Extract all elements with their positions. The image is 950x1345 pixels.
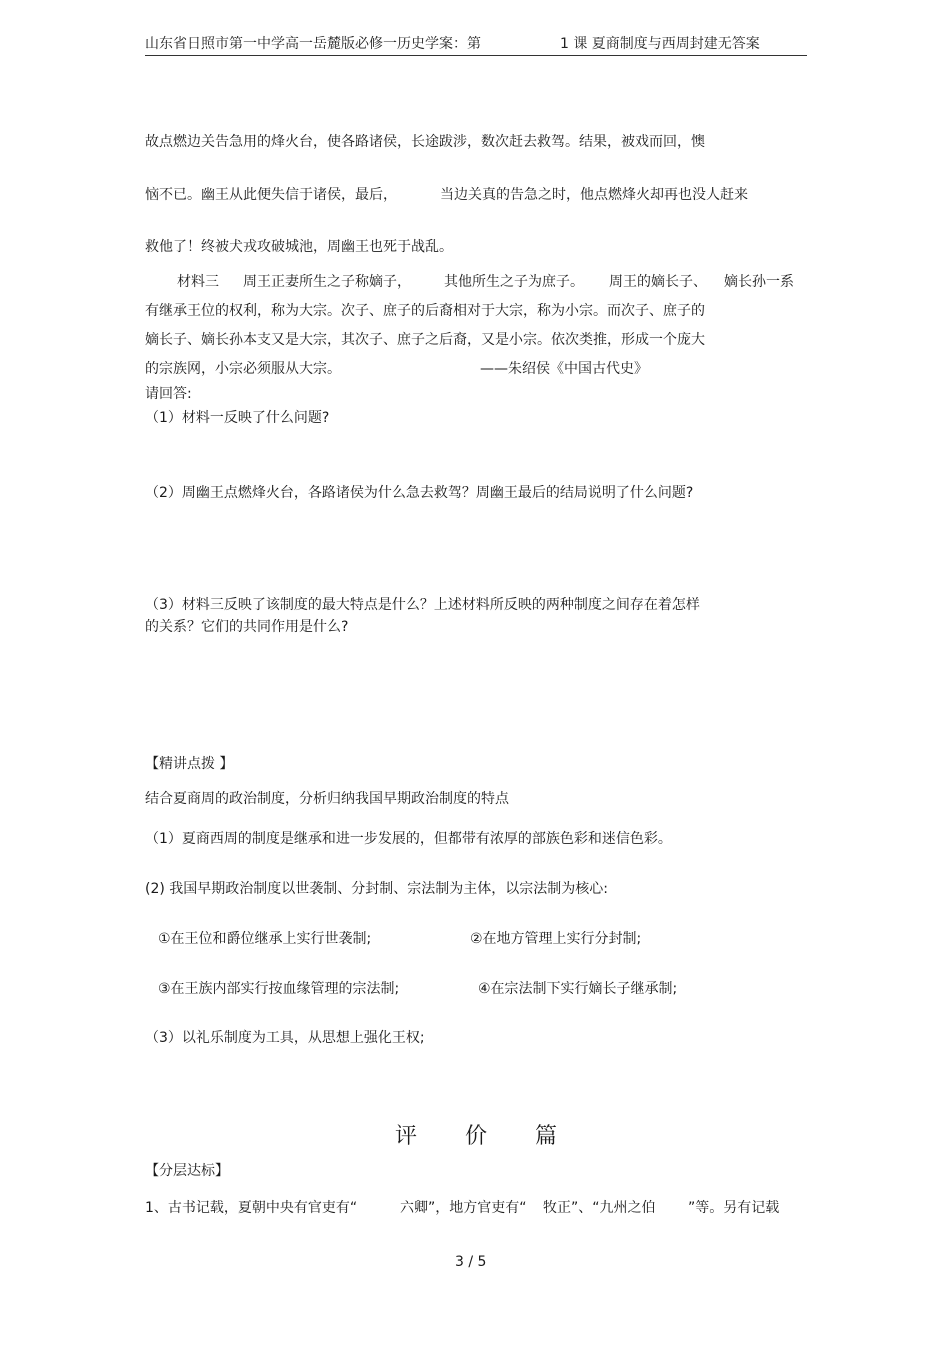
evaluation-q1-part3: 牧正”、“九州之伯 [543, 1200, 656, 1216]
material3-seg3: 周王的嫡长子、 [609, 274, 707, 290]
material3-line-3: 嫡长子、嫡长孙本支又是大宗，其次子、庶子之后裔，又是小宗。依次类推，形成一个庞大 [145, 332, 705, 348]
evaluation-tag: 【分层达标】 [145, 1163, 229, 1179]
questions-prompt: 请回答: [145, 386, 192, 402]
evaluation-q1-part2: 六卿”，地方官吏有“ [400, 1200, 527, 1216]
header-left-text: 山东省日照市第一中学高一岳麓版必修一历史学案：第 [145, 36, 481, 52]
material3-label: 材料三 [177, 274, 219, 290]
section-title-char-2: 价 [465, 1124, 488, 1149]
analysis-item-1: ①在王位和爵位继承上实行世袭制; [158, 931, 372, 947]
question-3-line-1: （3）材料三反映了该制度的最大特点是什么？上述材料所反映的两种制度之间存在着怎样 [145, 597, 700, 613]
header-rule [145, 55, 807, 56]
header-right-text: 1 课 夏商制度与西周封建无答案 [560, 36, 760, 52]
page-number: 3 / 5 [455, 1254, 487, 1270]
question-3-line-2: 的关系？它们的共同作用是什么? [145, 619, 349, 635]
material3-seg1: 周王正妻所生之子称嫡子， [243, 274, 411, 290]
analysis-item-4: ④在宗法制下实行嫡长子继承制; [478, 981, 678, 997]
material3-seg2: 其他所生之子为庶子。 [444, 274, 584, 290]
analysis-item-3: ③在王族内部实行按血缘管理的宗法制; [158, 981, 400, 997]
question-1: （1）材料一反映了什么问题? [145, 410, 330, 426]
story-line-2a: 恼不已。幽王从此便失信于诸侯，最后， [145, 187, 397, 203]
analysis-item-2: ②在地方管理上实行分封制; [470, 931, 642, 947]
analysis-intro: 结合夏商周的政治制度，分析归纳我国早期政治制度的特点 [145, 791, 509, 807]
material3-line-4: 的宗族网，小宗必须服从大宗。 [145, 361, 341, 377]
section-title-char-3: 篇 [535, 1124, 558, 1149]
story-line-3: 救他了！终被犬戎攻破城池，周幽王也死于战乱。 [145, 239, 453, 255]
material3-source: ——朱绍侯《中国古代史》 [480, 361, 648, 377]
question-2: （2）周幽王点燃烽火台，各路诸侯为什么急去救驾？周幽王最后的结局说明了什么问题? [145, 485, 694, 501]
analysis-point-2: (2) 我国早期政治制度以世袭制、分封制、宗法制为主体，以宗法制为核心: [145, 881, 608, 897]
analysis-point-3: （3）以礼乐制度为工具，从思想上强化王权; [145, 1030, 425, 1046]
analysis-tag: 【精讲点拨 】 [145, 756, 234, 772]
section-title [395, 1124, 585, 1150]
evaluation-q1-part4: ”等。另有记载 [688, 1200, 780, 1216]
section-title-char-1: 评 [395, 1124, 418, 1149]
story-line-1: 故点燃边关告急用的烽火台，使各路诸侯，长途跋涉，数次赶去救驾。结果，被戏而回，懊 [145, 134, 705, 150]
analysis-point-1: （1）夏商西周的制度是继承和进一步发展的，但都带有浓厚的部族色彩和迷信色彩。 [145, 831, 672, 847]
evaluation-q1-part1: 1、古书记载，夏朝中央有官吏有“ [145, 1200, 358, 1216]
story-line-2b: 当边关真的告急之时，他点燃烽火却再也没人赶来 [440, 187, 748, 203]
page-header [145, 35, 807, 55]
material3-line-2: 有继承王位的权利，称为大宗。次子、庶子的后裔相对于大宗，称为小宗。而次子、庶子的 [145, 303, 705, 319]
material3-seg4: 嫡长孙一系 [724, 274, 794, 290]
